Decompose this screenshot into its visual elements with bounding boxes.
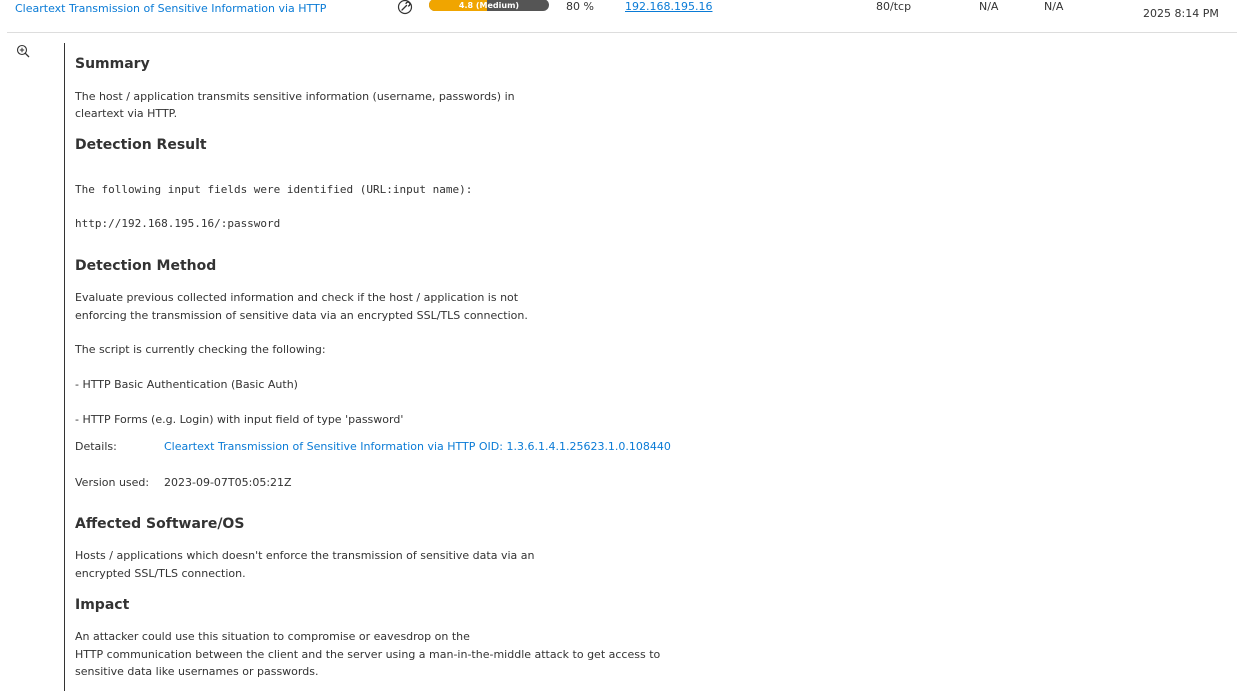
detection-method-heading: Detection Method	[75, 258, 217, 274]
detection-method-line-2: enforcing the transmission of sensitive data via an encrypted SSL/TLS connection.	[75, 309, 528, 322]
nvt-details-link[interactable]: Cleartext Transmission of Sensitive Information via HTTP OID: 1.3.6.1.4.1.25623.1.0.108440	[164, 440, 671, 453]
details-divider	[64, 43, 65, 691]
summary-text-1: The host / application transmits sensitive information (username, passwords) in	[75, 90, 515, 103]
impact-line-2: HTTP communication between the client and the server using a man-in-the-middle attack to get access to	[75, 648, 661, 661]
details-row	[75, 438, 671, 456]
zoom-in-icon[interactable]	[16, 44, 30, 58]
summary-heading: Summary	[75, 56, 150, 72]
version-value: 2023-09-07T05:05:21Z	[164, 476, 292, 489]
detection-method-line-4: - HTTP Basic Authentication (Basic Auth)	[75, 378, 298, 391]
qod-value: 80 %	[566, 0, 594, 13]
impact-line-1: An attacker could use this situation to compromise or eavesdrop on the	[75, 630, 470, 643]
detection-result-line-2: http://192.168.195.16/:password	[75, 217, 281, 230]
version-label: Version used:	[75, 476, 150, 489]
vulnerability-name-link[interactable]: Cleartext Transmission of Sensitive Information via HTTP	[15, 2, 327, 15]
detection-method-line-3: The script is currently checking the following:	[75, 343, 326, 356]
detection-result-heading: Detection Result	[75, 137, 207, 153]
affected-software-line-1: Hosts / applications which doesn't enforce the transmission of sensitive data via an	[75, 549, 535, 562]
summary-text-2: cleartext via HTTP.	[75, 107, 178, 120]
severity-value: 4.8 (Medium)	[458, 1, 520, 10]
affected-software-line-2: encrypted SSL/TLS connection.	[75, 567, 246, 580]
solution-type-workaround-icon	[397, 0, 413, 15]
details-label: Details:	[75, 440, 117, 453]
result-row[interactable]	[7, 0, 1237, 33]
detection-result-line-1: The following input fields were identified (URL:input name):	[75, 183, 473, 196]
detection-method-line-5: - HTTP Forms (e.g. Login) with input field of type 'password'	[75, 413, 404, 426]
impact-heading: Impact	[75, 597, 130, 613]
epss-percentile: N/A	[1044, 0, 1064, 13]
location-port: 80/tcp	[876, 0, 912, 13]
epss-score: N/A	[979, 0, 999, 13]
severity-bar	[429, 0, 549, 11]
version-row	[75, 474, 292, 492]
created-date: 2025 8:14 PM	[1143, 7, 1219, 20]
impact-line-3: sensitive data like usernames or passwords.	[75, 665, 319, 678]
host-ip-link[interactable]: 192.168.195.16	[625, 0, 713, 13]
detection-method-line-1: Evaluate previous collected information and check if the host / application is not	[75, 291, 519, 304]
affected-software-heading: Affected Software/OS	[75, 516, 245, 532]
